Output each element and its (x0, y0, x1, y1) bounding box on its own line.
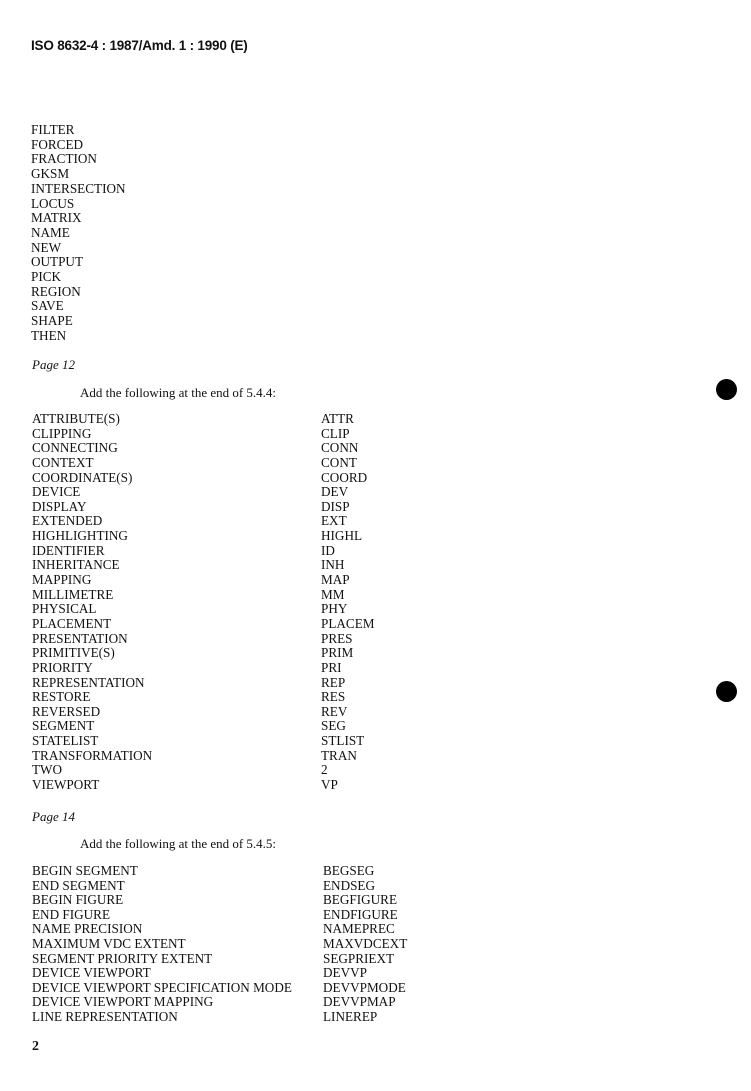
punch-hole-marker (716, 681, 737, 702)
term-cell: INHERITANCE (32, 557, 120, 573)
term-cell: REVERSED (32, 703, 101, 719)
list-item: SHAPE (31, 313, 73, 329)
abbreviation-cell: NAMEPREC (323, 921, 395, 937)
term-cell: IDENTIFIER (32, 542, 105, 558)
term-cell: ATTRIBUTE(S) (32, 411, 120, 426)
term-cell: CONNECTING (32, 440, 118, 456)
abbreviation-cell: DEVVPMODE (323, 979, 406, 995)
term-cell: DEVICE (32, 484, 81, 500)
abbreviation-cell: VP (321, 777, 338, 793)
abbreviation-cell: MAXVDCEXT (323, 935, 408, 951)
term-cell: CLIPPING (32, 425, 92, 441)
list-item: MATRIX (31, 210, 82, 226)
abbreviation-cell: REV (321, 703, 348, 719)
term-cell: LINE REPRESENTATION (32, 1008, 178, 1024)
abbreviation-cell: CONN (321, 440, 359, 456)
list-item: FRACTION (31, 151, 97, 167)
term-cell: DEVICE VIEWPORT (32, 965, 151, 981)
list-item: OUTPUT (31, 254, 84, 270)
page-number: 2 (32, 1039, 39, 1054)
term-cell: MILLIMETRE (32, 586, 114, 602)
abbreviation-cell: REP (321, 674, 346, 690)
abbreviation-cell: TRAN (321, 747, 357, 763)
page-label-14: Page 14 (32, 809, 75, 824)
term-cell: REPRESENTATION (32, 674, 145, 690)
term-cell: STATELIST (32, 733, 99, 749)
abbreviation-cell: PRI (321, 659, 342, 675)
list-item: GKSM (31, 166, 70, 182)
term-cell: VIEWPORT (32, 777, 100, 793)
abbreviation-cell: DEV (321, 484, 349, 500)
term-cell: PRIORITY (32, 659, 93, 675)
word-list (31, 123, 126, 344)
term-cell: HIGHLIGHTING (32, 528, 128, 544)
list-item: SAVE (31, 298, 64, 314)
list-item: NEW (31, 239, 62, 255)
punch-hole-marker (716, 379, 737, 400)
abbreviation-cell: SEG (321, 718, 346, 734)
abbreviation-cell: PRES (321, 630, 353, 646)
term-cell: COORDINATE(S) (32, 469, 133, 485)
list-item: INTERSECTION (31, 180, 126, 196)
abbreviation-cell: PLACEM (321, 615, 375, 631)
abbreviation-cell: RES (321, 689, 346, 705)
abbreviation-cell: CONT (321, 454, 357, 470)
term-cell: DEVICE VIEWPORT MAPPING (32, 994, 214, 1010)
term-cell: PHYSICAL (32, 601, 97, 617)
page-label-12: Page 12 (32, 357, 75, 372)
list-item: FORCED (31, 136, 84, 152)
term-cell: TRANSFORMATION (32, 747, 153, 763)
abbreviation-cell: 2 (321, 762, 328, 778)
term-cell: PLACEMENT (32, 615, 112, 631)
list-item: NAME (31, 224, 70, 240)
abbreviation-cell: ID (321, 542, 335, 558)
abbreviation-cell: LINEREP (323, 1008, 378, 1024)
list-item: THEN (31, 327, 67, 343)
term-cell: PRESENTATION (32, 630, 128, 646)
abbreviation-cell: BEGSEG (323, 863, 375, 878)
term-cell: MAXIMUM VDC EXTENT (32, 935, 186, 951)
abbreviation-cell: MM (321, 586, 345, 602)
term-cell: BEGIN FIGURE (32, 892, 124, 908)
abbreviation-cell: BEGFIGURE (323, 892, 397, 908)
term-cell: END SEGMENT (32, 877, 125, 893)
abbreviation-cell: INH (321, 557, 345, 573)
abbreviation-cell: ENDFIGURE (323, 906, 398, 922)
abbreviation-cell: PHY (321, 601, 348, 617)
term-cell: PRIMITIVE(S) (32, 645, 115, 661)
abbreviation-cell: ENDSEG (323, 877, 376, 893)
abbreviation-cell: CLIP (321, 425, 350, 441)
term-cell: MAPPING (32, 572, 92, 588)
term-cell: EXTENDED (32, 513, 103, 529)
term-cell: SEGMENT (32, 718, 95, 734)
term-cell: SEGMENT PRIORITY EXTENT (32, 950, 213, 966)
abbreviation-cell: STLIST (321, 733, 365, 749)
term-cell: TWO (32, 762, 63, 778)
abbreviation-cell: DEVVP (323, 965, 367, 981)
abbreviation-cell: HIGHL (321, 528, 363, 544)
term-cell: BEGIN SEGMENT (32, 863, 138, 878)
instruction-5-4-4: Add the following at the end of 5.4.4: (80, 385, 277, 400)
abbreviation-cell: ATTR (321, 411, 354, 426)
term-cell: CONTEXT (32, 454, 94, 470)
abbreviation-cell: DISP (321, 498, 350, 514)
abbreviation-cell: DEVVPMAP (323, 994, 396, 1010)
list-item: REGION (31, 283, 81, 299)
term-cell: RESTORE (32, 689, 91, 705)
document-header: ISO 8632-4 : 1987/Amd. 1 : 1990 (E) (31, 38, 248, 53)
list-item: LOCUS (31, 195, 75, 211)
abbreviation-cell: SEGPRIEXT (323, 950, 395, 966)
abbreviation-cell: PRIM (321, 645, 354, 661)
abbreviation-cell: COORD (321, 469, 368, 485)
term-cell: DEVICE VIEWPORT SPECIFICATION MODE (32, 979, 292, 995)
term-cell: END FIGURE (32, 906, 111, 922)
term-cell: NAME PRECISION (32, 921, 143, 937)
instruction-5-4-5: Add the following at the end of 5.4.5: (80, 836, 277, 851)
term-cell: DISPLAY (32, 498, 87, 514)
abbreviation-cell: MAP (321, 572, 350, 588)
list-item: FILTER (31, 122, 75, 137)
abbreviation-cell: EXT (321, 513, 347, 529)
list-item: PICK (31, 269, 62, 285)
